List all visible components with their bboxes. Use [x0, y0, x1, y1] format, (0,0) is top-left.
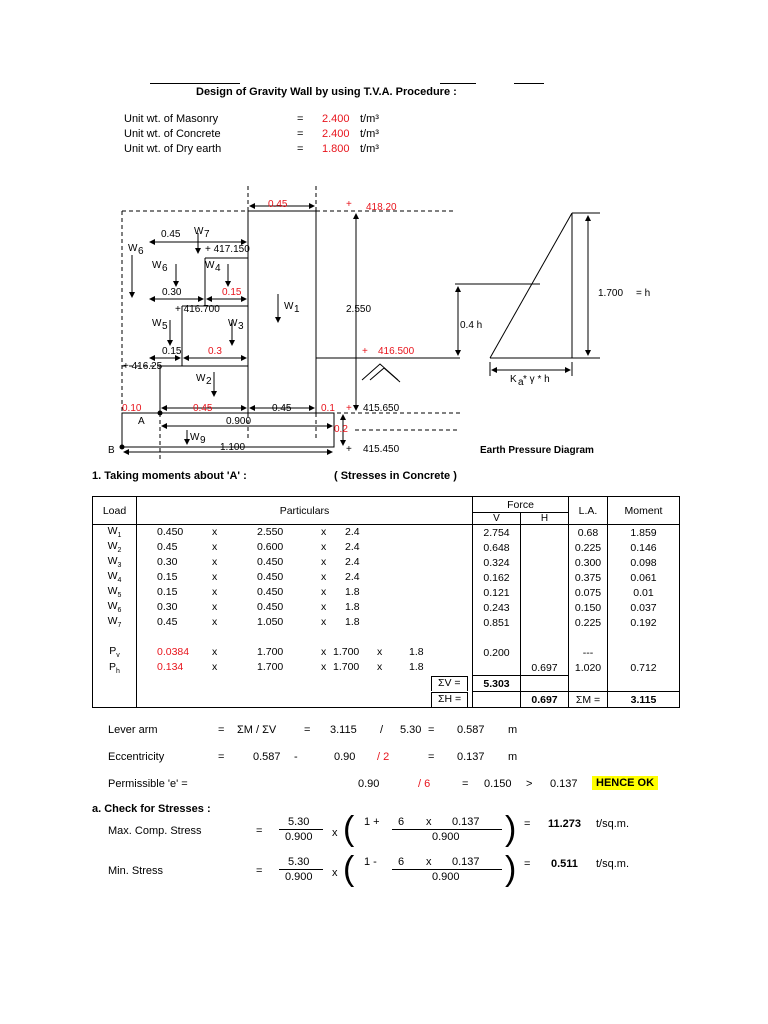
load-sub: 5 — [162, 321, 168, 332]
dim-label: 0.15 — [162, 346, 182, 357]
level-label: 418.20 — [366, 202, 397, 213]
dim-label: 0.45 — [272, 403, 292, 414]
load-sub: 3 — [238, 321, 244, 332]
fraction-bar — [279, 869, 323, 870]
unit-value: 1.800 — [322, 143, 350, 155]
right-paren: ) — [505, 850, 517, 888]
unit-eq: = — [297, 143, 304, 155]
fraction-bar — [392, 869, 502, 870]
dim-label: 1.700 — [598, 288, 624, 299]
table-row: $W_5$ 0.15 x 0.450 x 1.8 0.121 0.075 0.01 — [93, 585, 680, 600]
right-paren: ) — [505, 810, 517, 848]
dim-label: 1.100 — [220, 442, 246, 453]
stress-heading: a. Check for Stresses : — [92, 803, 211, 815]
left-paren: ( — [343, 810, 355, 848]
level-label: 416.500 — [378, 346, 415, 357]
plus-sign: + — [362, 346, 368, 357]
level-label: 415.450 — [363, 444, 400, 455]
load-label-w2: W — [196, 373, 206, 384]
load-label-w3: W — [228, 318, 238, 329]
dim-label: 2.550 — [346, 304, 372, 315]
unit-label: Unit wt. of Dry earth — [124, 143, 222, 155]
table-row-sum-v: ΣV = 5.303 — [93, 676, 680, 692]
plus-sign: + — [346, 403, 352, 414]
load-sub: 7 — [204, 229, 210, 240]
header-particulars: Particulars — [137, 497, 473, 525]
point-a-dot — [158, 411, 163, 416]
level-label: 415.650 — [363, 403, 400, 414]
level-label: + 416.25 — [123, 361, 163, 372]
point-b-dot — [120, 445, 125, 450]
moment-table — [92, 496, 680, 708]
table-row: $W_4$ 0.15 x 0.450 x 2.4 0.162 0.375 0.061 — [93, 570, 680, 585]
table-row-pv: $P_v$ 0.0384 x 1.700 x 1.700 x 1.8 0.200 --- — [93, 645, 680, 660]
pressure-hypotenuse — [490, 213, 572, 358]
wall-section-diagram — [0, 0, 768, 470]
plus-sign: + — [346, 444, 352, 455]
header-moment: Moment — [608, 497, 680, 525]
section-subheading: ( Stresses in Concrete ) — [334, 470, 457, 482]
unit-value: 2.400 — [322, 128, 350, 140]
unit-unit: t/m³ — [360, 143, 379, 155]
unit-value: 2.400 — [322, 113, 350, 125]
load-sub: 6 — [138, 246, 144, 257]
unit-unit: t/m³ — [360, 113, 379, 125]
table-row: $W_6$ 0.30 x 0.450 x 1.8 0.243 0.150 0.037 — [93, 600, 680, 615]
dim-label: 0.15 — [222, 287, 242, 298]
load-label-w4: W — [205, 260, 215, 271]
dim-label: 0.1 — [321, 403, 335, 414]
ka-sub: a — [518, 377, 524, 388]
dim-label: 0.10 — [122, 403, 142, 414]
hence-ok-badge: HENCE OK — [592, 776, 658, 790]
load-sub: 2 — [206, 376, 212, 387]
unit-eq: = — [297, 128, 304, 140]
dim-label: 0.4 h — [460, 320, 483, 331]
dim-label: = h — [636, 288, 651, 299]
header-load: Load — [93, 497, 137, 525]
load-label-w1: W — [284, 301, 294, 312]
dim-label: 0.2 — [334, 424, 348, 435]
dim-label: 0.30 — [162, 287, 182, 298]
load-sub: 4 — [215, 263, 221, 274]
unit-label: Unit wt. of Masonry — [124, 113, 219, 125]
load-label-w6b: W — [128, 243, 138, 254]
load-label-w5: W — [152, 318, 162, 329]
load-label-w7: W — [194, 226, 204, 237]
table-row: $W_3$ 0.30 x 0.450 x 2.4 0.324 0.300 0.098 — [93, 555, 680, 570]
level-label: + 417.150 — [205, 244, 250, 255]
ground-hatch — [370, 368, 400, 382]
load-sub: 1 — [294, 304, 300, 315]
load-sub: 6 — [162, 263, 168, 274]
unit-eq: = — [297, 113, 304, 125]
load-label-w6: W — [152, 260, 162, 271]
dim-label: 0.45 — [193, 403, 213, 414]
header-v: V — [473, 513, 521, 525]
table-row: $W_7$ 0.45 x 1.050 x 1.8 0.851 0.225 0.192 — [93, 615, 680, 630]
header-force: Force — [473, 497, 569, 513]
load-label-w9: W — [190, 432, 200, 443]
table-row-ph: $P_h$ 0.134 x 1.700 x 1.700 x 1.8 0.697 1.020 0.712 — [93, 660, 680, 676]
table-row-sum-h: ΣH = 0.697 ΣM = 3.115 — [93, 692, 680, 708]
page-title: Design of Gravity Wall by using T.V.A. Procedure : — [196, 86, 457, 98]
table-row: $W_1$ 0.450 x 2.550 x 2.4 2.754 0.68 1.859 — [93, 525, 680, 541]
ka-label: K — [510, 374, 517, 385]
left-paren: ( — [343, 850, 355, 888]
ka-rest: * γ * h — [523, 374, 550, 385]
table-spacer-row — [93, 630, 680, 645]
section-heading: 1. Taking moments about 'A' : — [92, 470, 247, 482]
plus-sign: + — [346, 199, 352, 210]
fraction-bar — [279, 829, 323, 830]
level-label: + 416.700 — [175, 304, 220, 315]
fraction-bar — [392, 829, 502, 830]
dim-label: 0.45 — [161, 229, 181, 240]
header-la: L.A. — [569, 497, 608, 525]
load-sub: 9 — [200, 435, 206, 446]
earth-pressure-caption: Earth Pressure Diagram — [480, 445, 594, 456]
dim-label: 0.3 — [208, 346, 222, 357]
unit-unit: t/m³ — [360, 128, 379, 140]
dim-label: 0.45 — [268, 199, 288, 210]
point-a-label: A — [138, 416, 145, 427]
point-b-label: B — [108, 445, 115, 456]
dim-label: 0.900 — [226, 416, 252, 427]
unit-label: Unit wt. of Concrete — [124, 128, 221, 140]
header-h: H — [521, 513, 569, 525]
table-row: $W_2$ 0.45 x 0.600 x 2.4 0.648 0.225 0.146 — [93, 540, 680, 555]
